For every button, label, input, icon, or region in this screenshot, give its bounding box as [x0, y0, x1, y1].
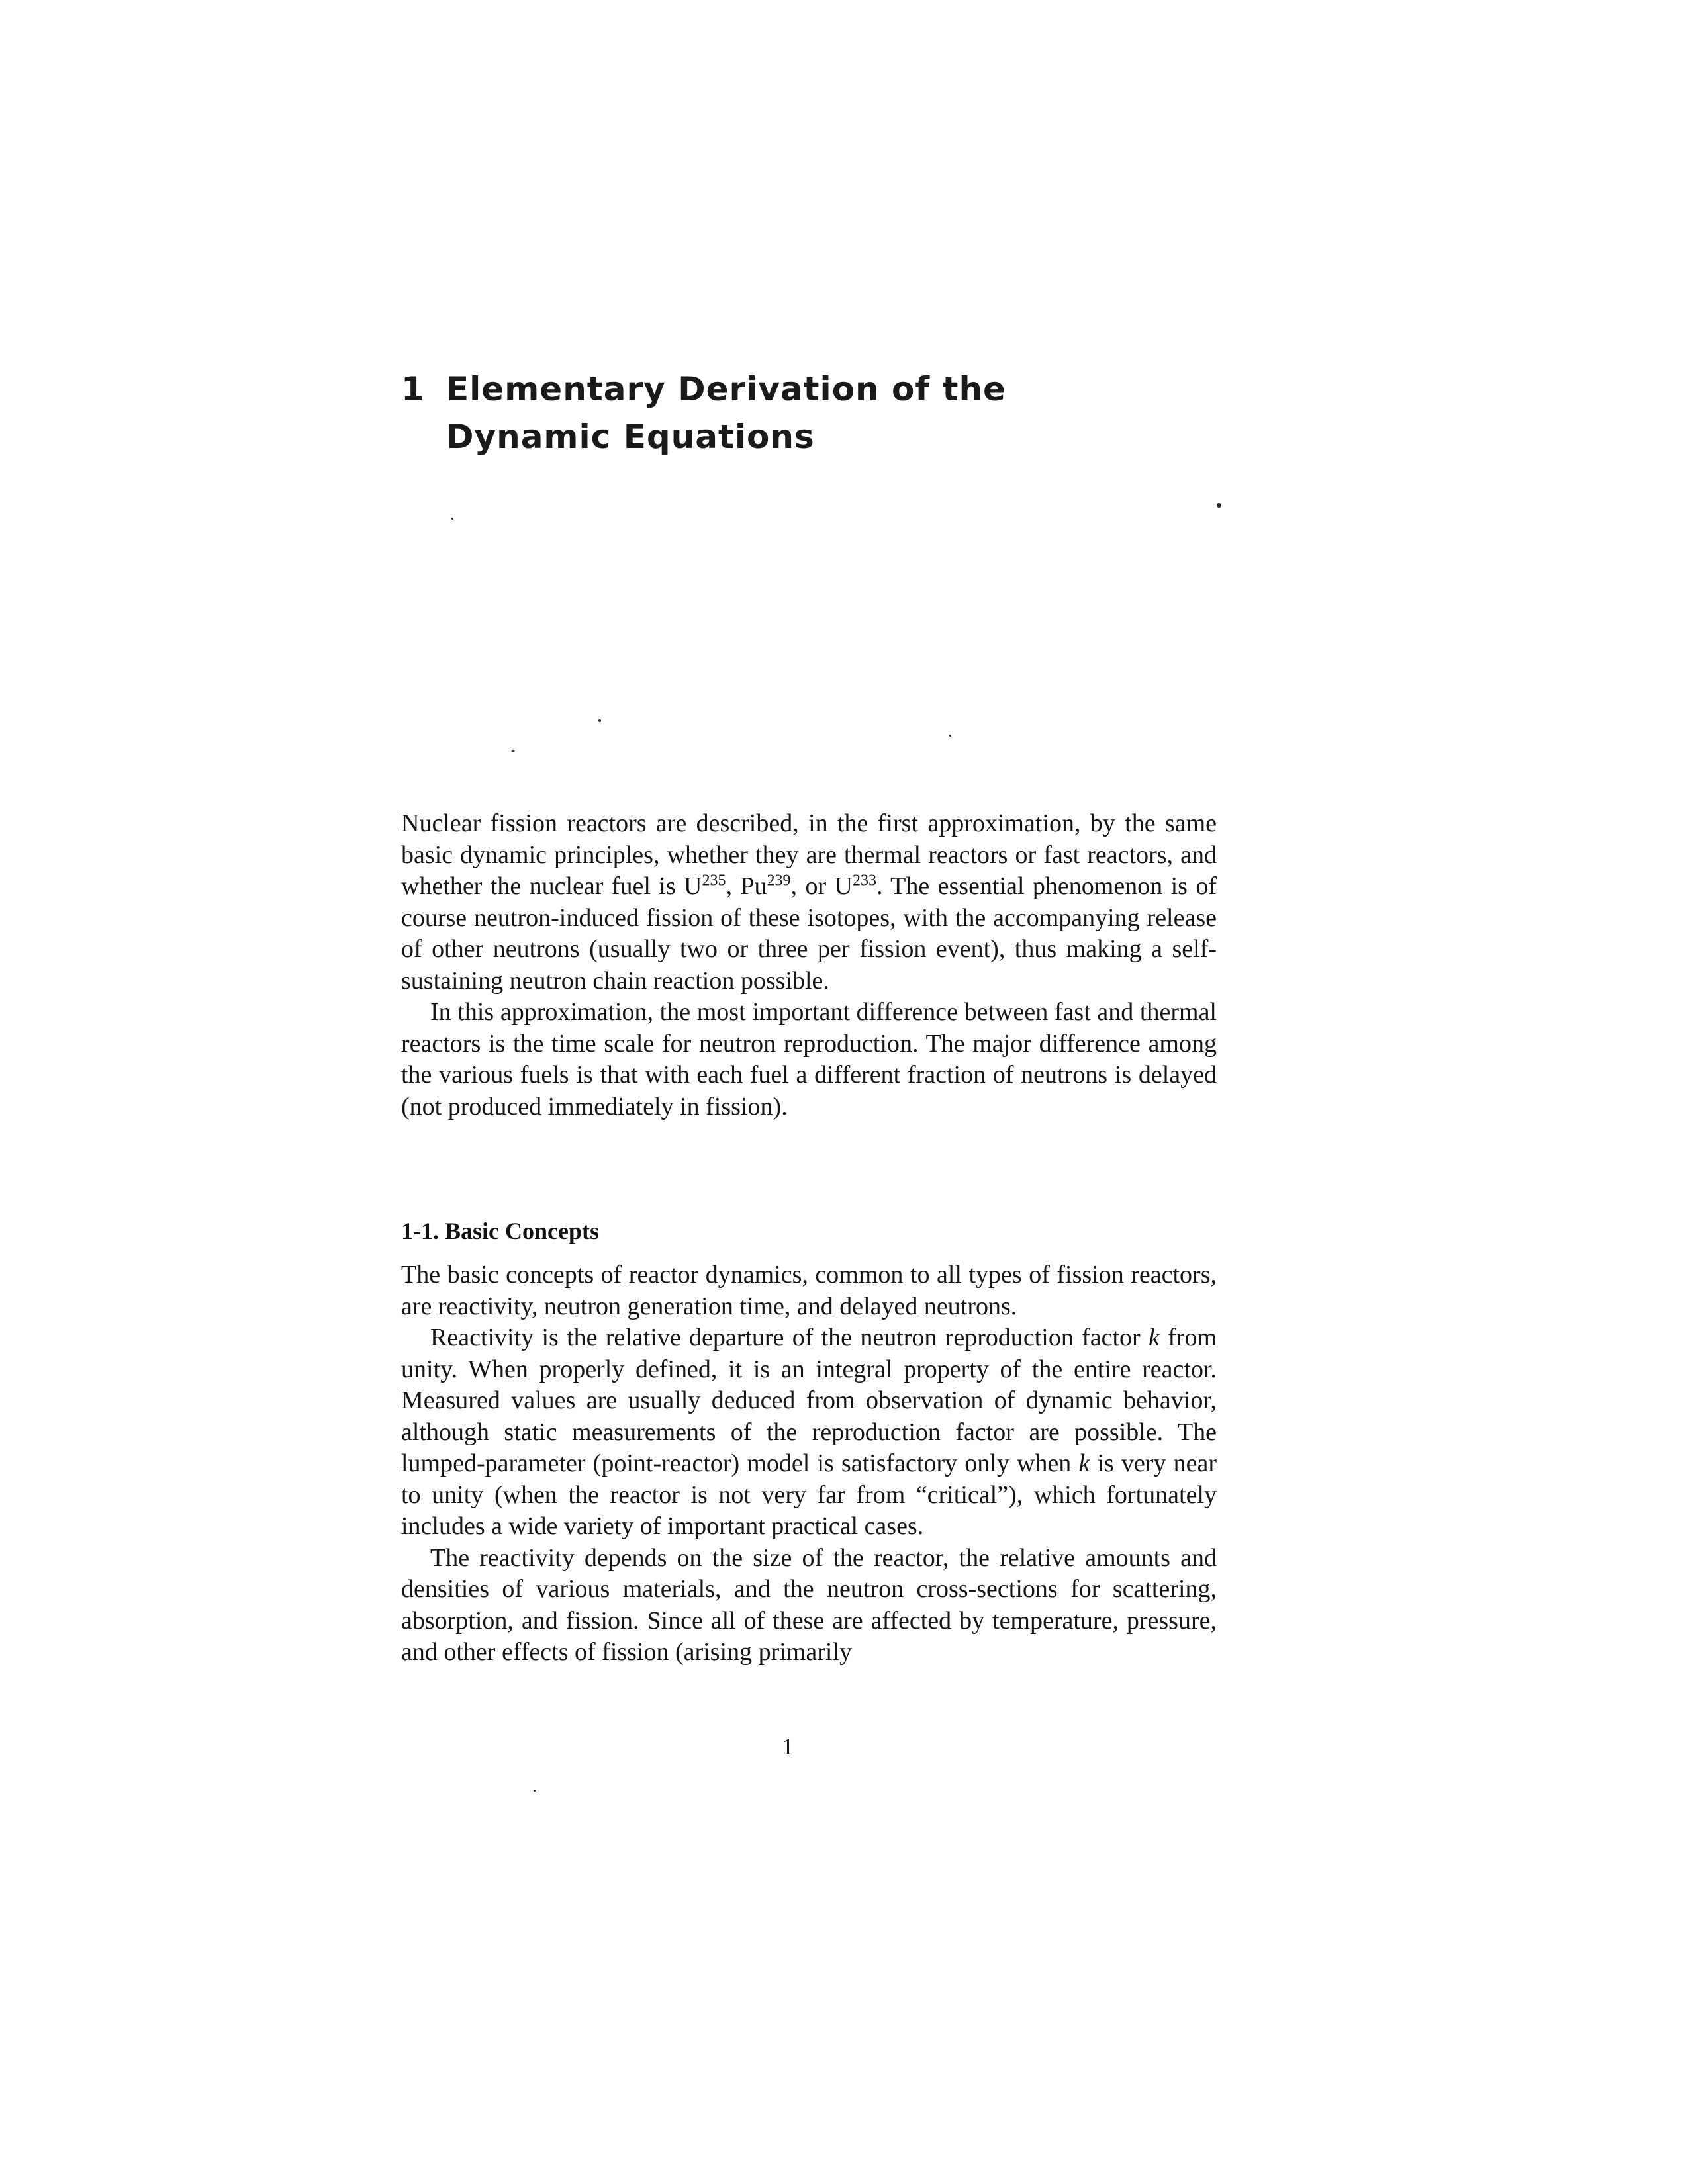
paragraph: The basic concepts of reactor dynamics, common to all types of fission reactors, are reactivity, neutron generation time, and delayed neutrons. [401, 1261, 1217, 1320]
chapter-number: 1 [401, 370, 425, 408]
intro-text [401, 808, 1217, 1122]
page-number: 1 [782, 1733, 794, 1760]
section-text [401, 1259, 1217, 1668]
paragraph: In this approximation, the most important difference between fast and thermal reactors is the time scale for neutron reproduction. The major difference among the various fuels is that with each fuel a different fraction of neutrons is delayed (not produced immediately in fission). [401, 998, 1217, 1120]
chapter-heading [401, 365, 1006, 461]
paragraph: The reactivity depends on the size of the reactor, the relative amounts and densities of various materials, and the neutron cross-sections for scattering, absorption, and fission. Since all of these are affected by temperature, pressure, and other effects of fission (arising primarily [401, 1543, 1217, 1666]
chapter-title-line-2: Dynamic Equations [446, 418, 815, 456]
scan-speck [451, 518, 453, 520]
paragraph: Reactivity is the relative departure of the neutron reproduction factor k from unity. When properly defined, it is an integral property of the entire reactor. Measured values are usually deduced from observation of dynamic behavior, although static measurements of the reproduction factor are possible. The lumped-parameter (point-reactor) model is satisfactory only when k is very near to unity (when the reactor is not very far from “critical”), which fortunately includes a wide variety of important practical cases. [401, 1324, 1217, 1540]
scan-speck [1217, 503, 1221, 508]
scan-speck [598, 719, 601, 722]
section-heading: 1-1. Basic Concepts [401, 1218, 599, 1244]
chapter-title-line-1: Elementary Derivation of the [446, 370, 1006, 408]
scan-speck [511, 750, 515, 752]
scan-speck [949, 735, 951, 737]
paragraph: Nuclear fission reactors are described, in the first approximation, by the same basic dynamic principles, whether they are thermal reactors or fast reactors, and whether the nuclear fuel is $U^{235}$, Pu$^{239}$, or $U^{233}$. The essential phenomenon is of course neutron-induced fission of these isotopes, with the accompanying release of other neutrons (usually two or three per fission event), thus making a self-sustaining neutron chain reaction possible. [401, 809, 1217, 995]
scan-speck [534, 1790, 536, 1792]
